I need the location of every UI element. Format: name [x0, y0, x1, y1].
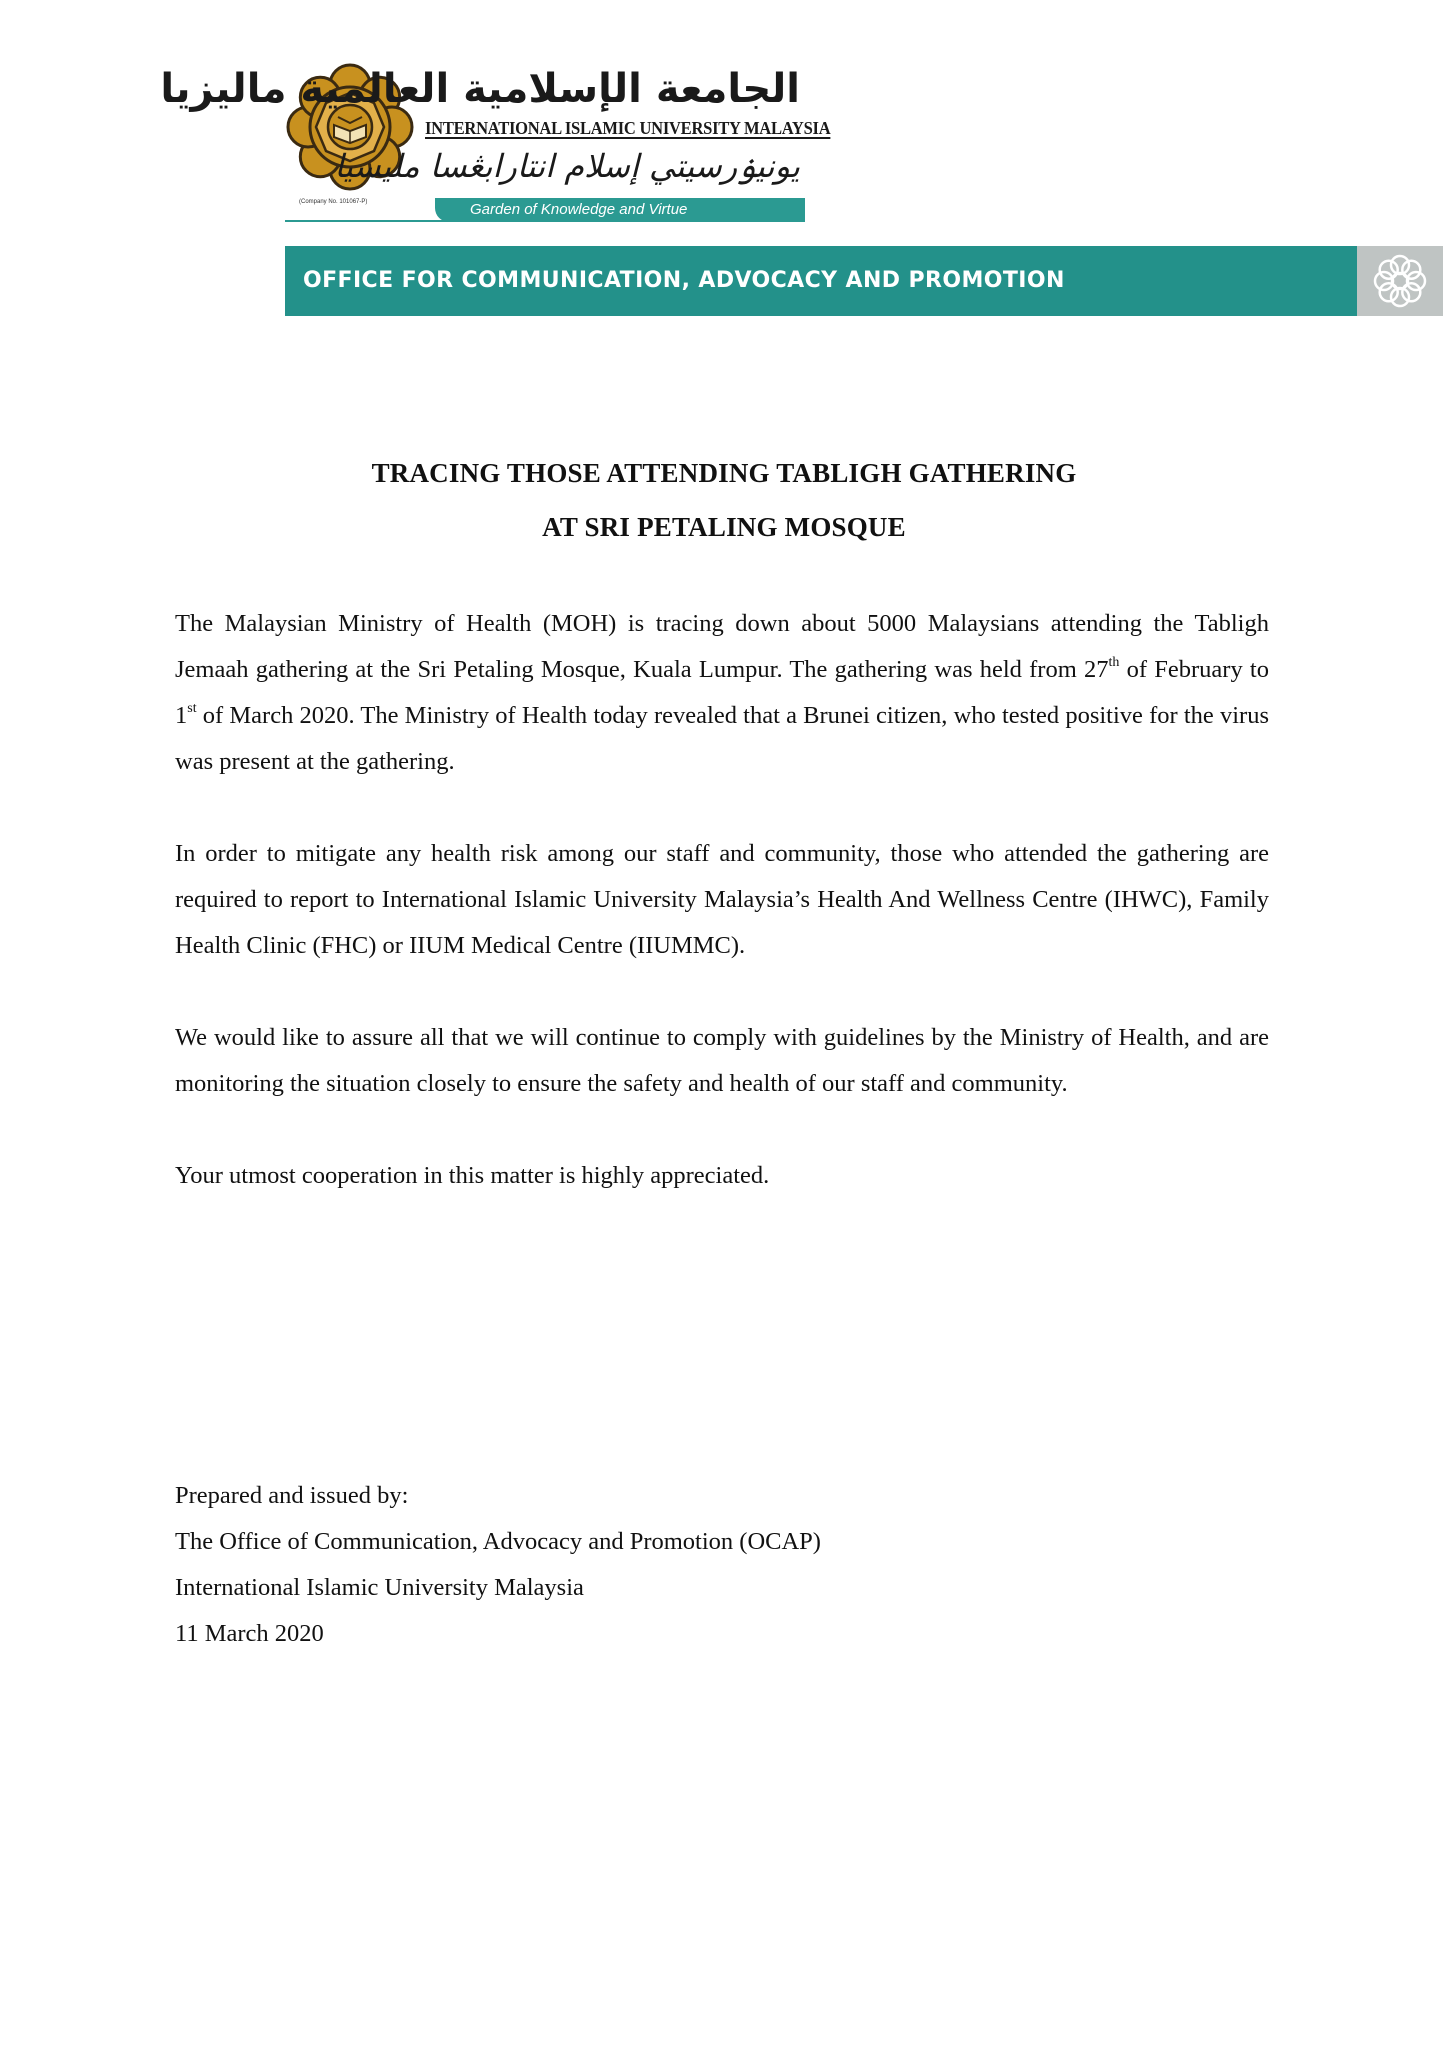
paragraph-2: In order to mitigate any health risk among our staff and community, those who attended the gathering are required to report to International Islamic University Malaysia’s Health And Wellness Centre (IHWC), Family Health Clinic (FHC) or IIUM Medical Centre (IIUMMC). — [175, 840, 1269, 959]
office-banner — [285, 246, 1443, 316]
university-tagline: Garden of Knowledge and Virtue — [470, 201, 688, 218]
banner-motif — [1357, 246, 1443, 316]
document-title-line-1: TRACING THOSE ATTENDING TABLIGH GATHERING — [371, 458, 1077, 488]
signoff-university: International Islamic University Malaysia — [175, 1574, 584, 1601]
paragraph-4: Your utmost cooperation in this matter is highly appreciated. — [175, 1162, 770, 1189]
signoff-block — [175, 1473, 821, 1657]
paragraph-3: We would like to assure all that we will continue to comply with guidelines by the Ministry of Health, and are monitoring the situation closely to ensure the safety and health of our staff and community. — [175, 1024, 1269, 1097]
office-banner-title: OFFICE FOR COMMUNICATION, ADVOCACY AND PROMOTION — [303, 268, 1065, 293]
signoff-office: The Office of Communication, Advocacy and Promotion (OCAP) — [175, 1528, 821, 1555]
document-title-line-2: AT SRI PETALING MOSQUE — [542, 512, 906, 542]
signoff-prepared-by: Prepared and issued by: — [175, 1482, 409, 1509]
university-name-english: INTERNATIONAL ISLAMIC UNIVERSITY MALAYSIA — [425, 118, 831, 138]
paragraph-1: The Malaysian Ministry of Health (MOH) is tracing down about 5000 Malaysians attending the Tabligh Jemaah gathering at the Sri Petaling Mosque, Kuala Lumpur. The gathering was held from 27th of February to 1st of March 2020. The Ministry of Health today revealed that a Brunei citizen, who tested positive for the virus was present at the gathering. — [175, 610, 1269, 775]
university-logo — [160, 62, 831, 227]
company-number: (Company No. 101067-P) — [299, 199, 368, 205]
signoff-date: 11 March 2020 — [175, 1620, 324, 1647]
university-name-arabic: الجامعة الإسلامية العالمية ماليزيا — [160, 66, 800, 112]
university-name-jawi: يونيۏرسيتي إسلام انتارابڠسا مليسيا — [334, 147, 800, 185]
islamic-geometric-pattern-icon — [1365, 246, 1435, 316]
